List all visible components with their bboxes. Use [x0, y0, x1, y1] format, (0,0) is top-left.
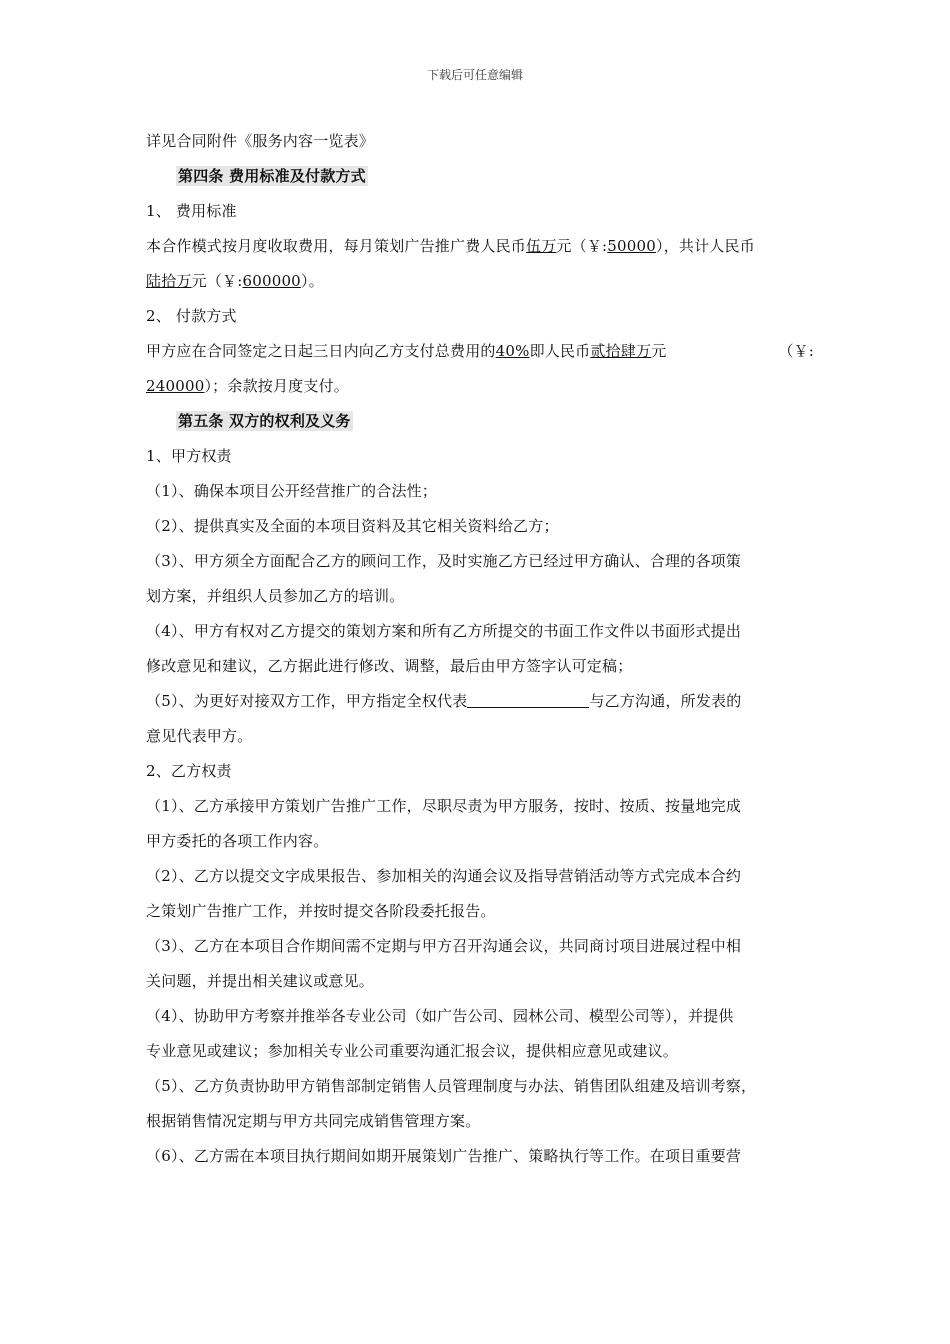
text: ）。: [300, 272, 324, 290]
text: ）；余款按月度支付。: [204, 377, 349, 395]
text: （￥:: [778, 342, 814, 360]
list-item-continued: 甲方委托的各项工作内容。: [146, 832, 329, 850]
list-item-continued: 根据销售情况定期与甲方共同完成销售管理方案。: [146, 1112, 481, 1130]
list-item: [146, 684, 814, 719]
paragraph: [146, 229, 814, 264]
list-item-continued: 修改意见和建议，乙方据此进行修改、调整，最后由甲方签字认可定稿；: [146, 657, 633, 675]
subheading: 2、乙方权责: [146, 762, 232, 780]
subheading: 1、 费用标准: [146, 202, 237, 220]
heading-text: 第五条 双方的权利及义务: [178, 412, 351, 430]
list-item: （3）、乙方在本项目合作期间需不定期与甲方召开沟通会议，共同商讨项目进展过程中相: [146, 937, 742, 955]
page-header: 下载后可任意编辑: [426, 68, 523, 82]
list-item: （4）、协助甲方考察并推举各专业公司（如广告公司、园林公司、模型公司等），并提供: [146, 1007, 734, 1025]
paragraph: [146, 334, 814, 369]
text: 元（￥:: [191, 272, 243, 290]
paragraph: [146, 264, 814, 299]
document-body: [146, 124, 814, 1174]
list-item-continued: 专业意见或建议；参加相关专业公司重要沟通汇报会议，提供相应意见或建议。: [146, 1042, 679, 1060]
section-heading-5: [146, 404, 814, 439]
subheading: 1、甲方权责: [146, 447, 232, 465]
text: 与乙方沟通，所发表的: [589, 692, 742, 710]
list-item: （4）、甲方有权对乙方提交的策划方案和所有乙方所提交的书面工作文件以书面形式提出: [146, 622, 742, 640]
text: （5）、为更好对接双方工作，甲方指定全权代表: [146, 692, 468, 710]
amount-words: 贰拾肆万: [590, 342, 652, 360]
text: 即人民币: [529, 342, 591, 360]
text: 本合作模式按月度收取费用，每月策划广告推广费人民币: [146, 237, 527, 255]
text: ），共计人民币: [656, 237, 755, 255]
list-item: （6）、乙方需在本项目执行期间如期开展策划广告推广、策略执行等工作。在项目重要营: [146, 1147, 742, 1165]
list-item-continued: 意见代表甲方。: [146, 727, 253, 745]
list-item-continued: 之策划广告推广工作，并按时提交各阶段委托报告。: [146, 902, 496, 920]
list-item: （1）、乙方承接甲方策划广告推广工作，尽职尽责为甲方服务，按时、按质、按量地完成: [146, 797, 742, 815]
list-item: （3）、甲方须全方面配合乙方的顾问工作，及时实施乙方已经过甲方确认、合理的各项策: [146, 552, 742, 570]
heading-text: 第四条 费用标准及付款方式: [178, 167, 366, 185]
amount-number: 50000: [607, 237, 656, 255]
list-item-continued: 划方案，并组织人员参加乙方的培训。: [146, 587, 405, 605]
text: 元: [651, 342, 667, 360]
text: 甲方应在合同签定之日起三日内向乙方支付总费用的: [146, 342, 496, 360]
list-item: （5）、乙方负责协助甲方销售部制定销售人员管理制度与办法、销售团队组建及培训考察，: [146, 1077, 757, 1095]
representative-blank[interactable]: [467, 692, 589, 708]
list-item-continued: 关问题，并提出相关建议或意见。: [146, 972, 375, 990]
text-group: [146, 334, 666, 369]
list-item: （1）、确保本项目公开经营推广的合法性；: [146, 482, 438, 500]
paragraph: 详见合同附件《服务内容一览表》: [146, 132, 375, 150]
subheading: 2、 付款方式: [146, 307, 237, 325]
paragraph: [146, 369, 814, 404]
list-item: （2）、提供真实及全面的本项目资料及其它相关资料给乙方；: [146, 517, 559, 535]
section-heading-4: [146, 159, 814, 194]
amount-number: 240000: [146, 377, 205, 395]
amount-words: 伍万: [526, 237, 557, 255]
text: 元（￥:: [556, 237, 608, 255]
percentage: 40%: [495, 342, 530, 360]
list-item: （2）、乙方以提交文字成果报告、参加相关的沟通会议及指导营销活动等方式完成本合约: [146, 867, 742, 885]
amount-number: 600000: [242, 272, 301, 290]
amount-words: 陆拾万: [146, 272, 192, 290]
